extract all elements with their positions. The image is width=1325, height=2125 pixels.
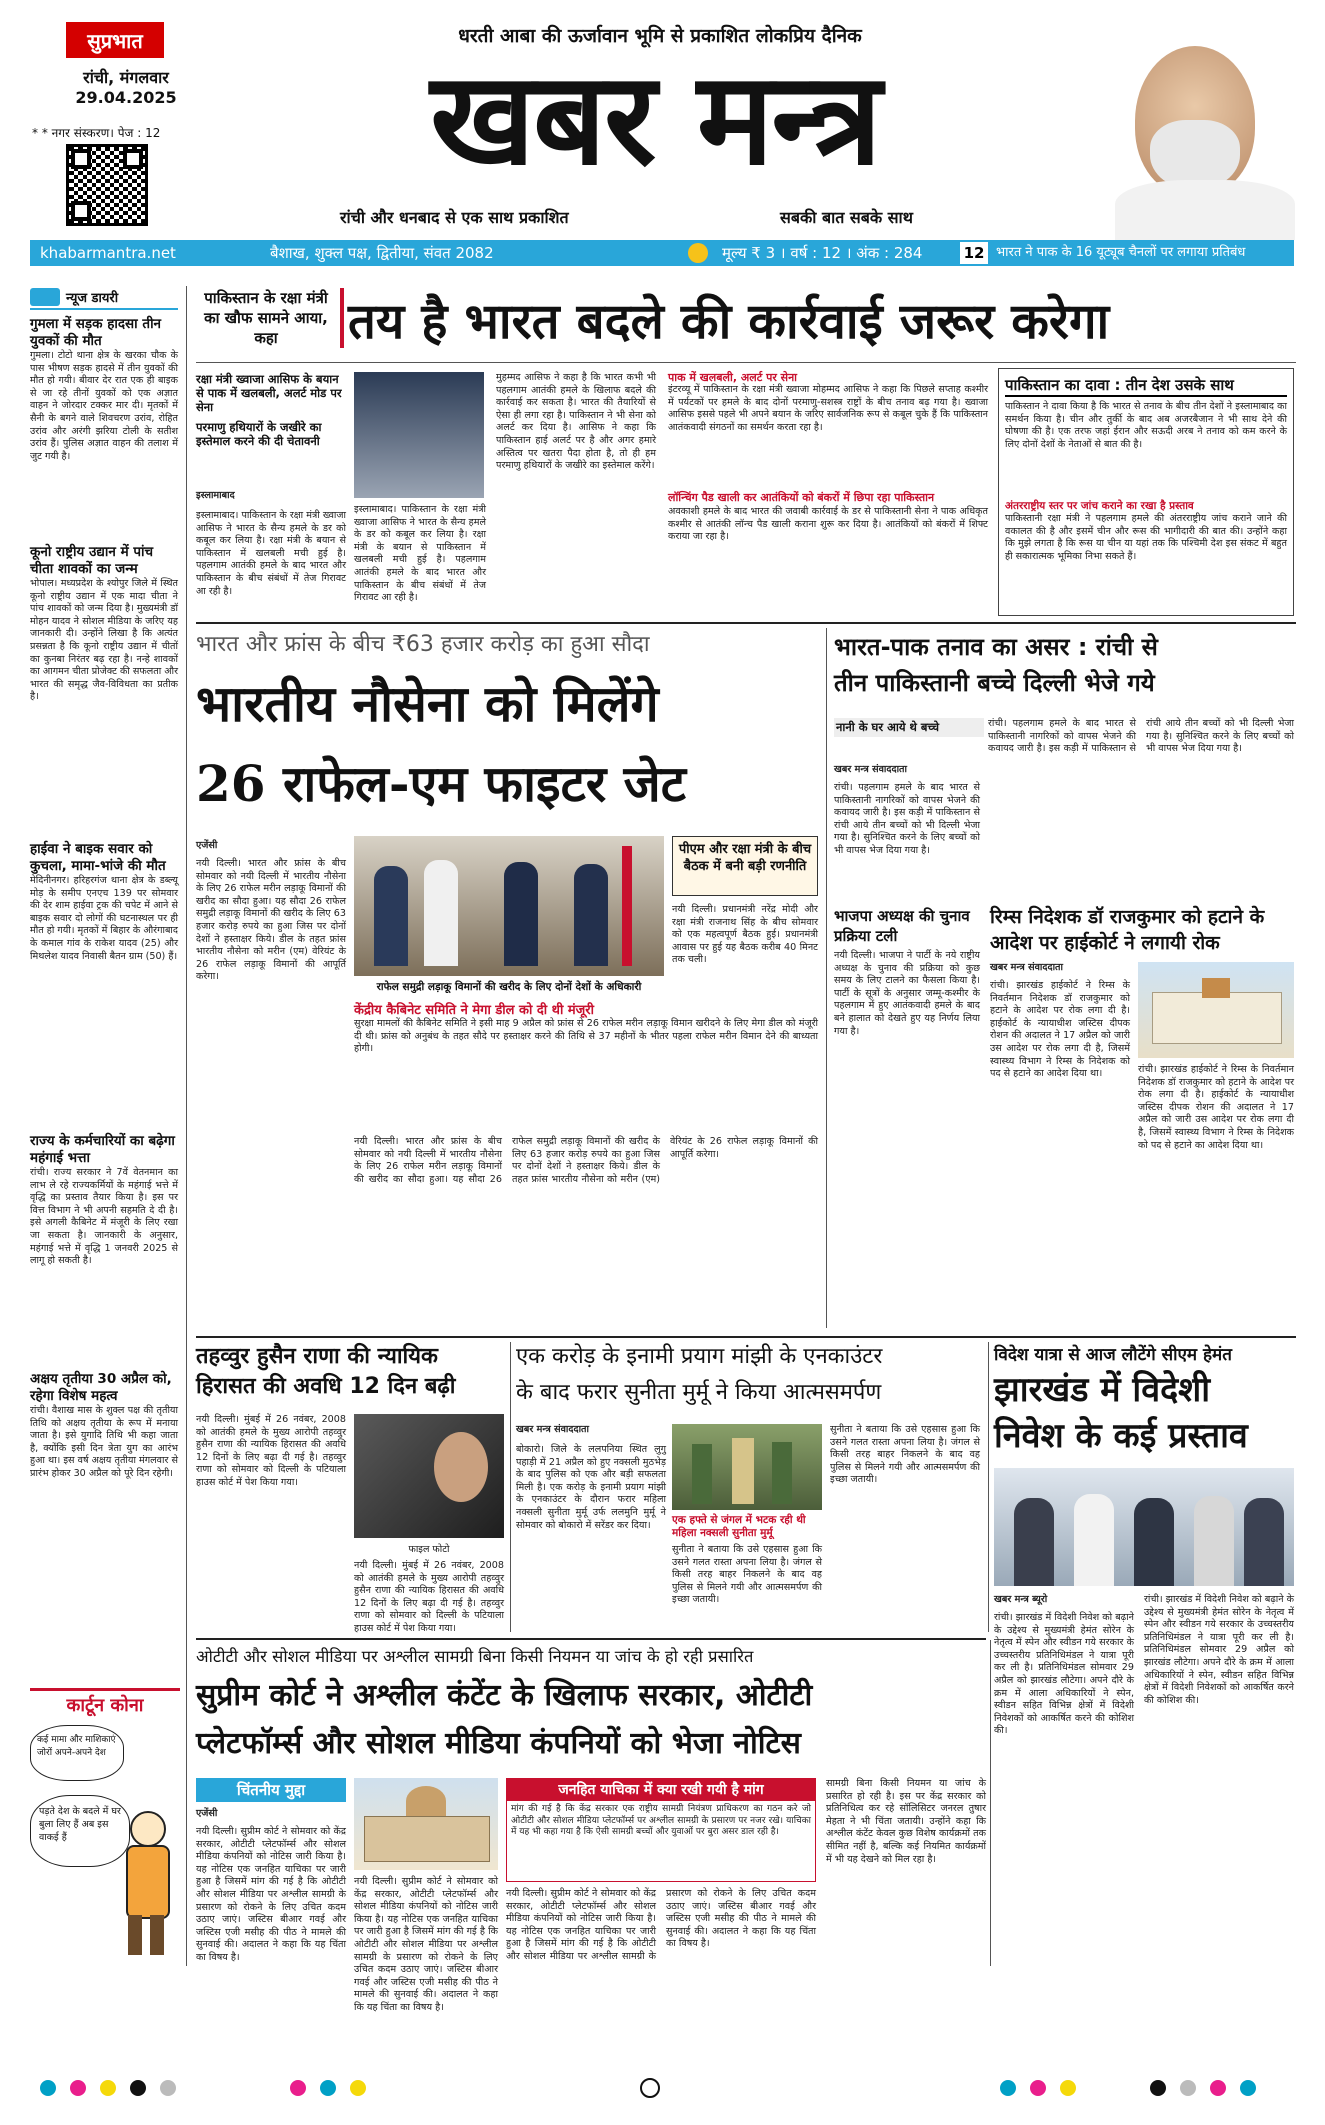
sc-text: नयी दिल्ली। सुप्रीम कोर्ट ने सोमवार को केंद्र सरकार, ओटीटी प्लेटफॉर्म्स और सोशल मीडिया कंपनियों को नोटिस जारी किया है। यह नोटिस एक जनहित याचिका पर जारी हुआ है जिसमें मांग की गई है कि ओटीटी और सोशल मीडिया पर अश्लील सामग्री के प्रसारण को रोकने के लिए उचित कदम उठाए जाएं। जस्टिस बीआर गवई और जस्टिस एजी मसीह की पीठ ने मामले की सुनवाई की। अदालत ने कहा कि यह चिंता का विषय है।	[196, 1826, 346, 1963]
rafale-photo-caption: राफेल समुद्री लड़ाकू विमानों की खरीद के लिए दोनों देशों के अधिकारी	[376, 981, 642, 993]
lead-subhead-red-2: लॉन्चिंग पैड खाली कर आतंकियों को बंकरों में छिपा रहा पाकिस्तान	[668, 491, 935, 504]
claim-box-title: पाकिस्तान का दावा : तीन देश उसके साथ	[1005, 375, 1287, 397]
jharkhand-headline-2: निवेश के कई प्रस्ताव	[994, 1416, 1248, 1456]
rafale-headline-2: 26 राफेल-एम फाइटर जेट	[196, 754, 686, 813]
rims-building-photo	[1138, 962, 1294, 1058]
diary-headline: राज्य के कर्मचारियों का बढ़ेगा महंगाई भत्ता	[30, 1133, 175, 1166]
sc-text-2: नयी दिल्ली। सुप्रीम कोर्ट ने सोमवार को केंद्र सरकार, ओटीटी प्लेटफॉर्म्स और सोशल मीडिया कंपनियों को नोटिस जारी किया है। यह नोटिस एक जनहित याचिका पर जारी हुआ है जिसमें मांग की गई है कि ओटीटी और सोशल मीडिया पर अश्लील सामग्री के प्रसारण को रोकने के लिए उचित कदम उठाए जाएं। जस्टिस बीआर गवई और जस्टिस एजी मसीह की पीठ ने मामले की सुनवाई की। अदालत ने कहा कि यह चिंता का विषय है।	[354, 1876, 498, 2013]
tahawwur-headline: तहव्वुर हुसैन राणा की न्यायिक हिरासत की अवधि 12 दिन बढ़ी	[196, 1344, 456, 1399]
diary-logo-icon	[30, 288, 60, 306]
rims-headline: रिम्स निदेशक डॉ राजकुमार को हटाने के आदेश पर हाईकोर्ट ने लगायी रोक	[990, 906, 1265, 954]
supreme-court-photo	[354, 1778, 498, 1870]
diary-text: मेदिनीनगर। हरिहरगंज थाना क्षेत्र के डब्ल्यू मोड़ के समीप एनएच 139 पर सोमवार की देर शाम हाईवा ट्रक की चपेट में आने से बाइक सवार दो लोगों की घटनास्थल पर ही मौत हो गयी। मृतकों में बिहार के औरंगाबाद के कमाल गांव के राकेश यादव (25) और मिथलेश यादव निवासी बैतन ग्राम (50) हैं।	[30, 875, 179, 962]
diary-headline: कूनो राष्ट्रीय उद्यान में पांच चीता शावकों का जन्म	[30, 544, 154, 577]
claim-box-red: अंतरराष्ट्रीय स्तर पर जांच कराने का रखा है प्रस्ताव	[1005, 500, 1194, 512]
sc-label: चिंतनीय मुद्दा	[196, 1778, 346, 1802]
sc-text-4: सामग्री बिना किसी नियमन या जांच के प्रसारित हो रही है। इस पर केंद्र सरकार को प्रतिनिधित्व कर रहे सॉलिसिटर जनरल तुषार मेहता ने भी चिंता जतायी। उन्होंने कहा कि अश्लील कंटेंट केवल कुछ विशेष कार्यक्रमों तक सीमित नहीं है, बल्कि कई नियमित कार्यक्रमों में भी यह देखने को मिल रहा है।	[826, 1778, 986, 1865]
pil-box-text: मांग की गई है कि केंद्र सरकार एक राष्ट्रीय सामग्री नियंत्रण प्राधिकरण का गठन करे जो ओटीटी और सोशल मीडिया प्लेटफॉर्म्स पर अश्लील सामग्री के प्रसारण पर नजर रखे। याचिका में यह भी कहा गया है कि ऐसी सामग्री बच्चों और युवाओं पर बुरा असर डाल रही है।	[511, 1804, 811, 1837]
masthead-subline-right: सबकी बात सबके साथ	[780, 208, 913, 227]
diary-item	[30, 1133, 178, 1363]
sc-headline-1: सुप्रीम कोर्ट ने अश्लील कंटेंट के खिलाफ सरकार, ओटीटी	[196, 1678, 813, 1713]
page-number: 12	[960, 242, 988, 264]
pm-meeting-text: नयी दिल्ली। प्रधानमंत्री नरेंद्र मोदी और रक्षा मंत्री राजनाथ सिंह के बीच सोमवार को एक महत्वपूर्ण बैठक हुई। प्रधानमंत्री आवास पर हुई यह बैठक करीब 40 मिनट तक चली।	[672, 904, 818, 966]
sc-headline-2: प्लेटफॉर्म्स और सोशल मीडिया कंपनियों को भेजा नोटिस	[196, 1726, 801, 1761]
cabinet-text: सुरक्षा मामलों की कैबिनेट समिति ने इसी माह 9 अप्रैल को फ्रांस से 26 राफेल मरीन लड़ाकू विमान खरीदने के लिए मेगा डील को मंजूरी दी थी। फ्रांस को अनुबंध के तहत सौदे पर हस्ताक्षर करने की तिथि से 37 महीनों के भीतर पहला राफेल मरीन विमान देने की बाध्यता होगी।	[354, 1018, 818, 1055]
jharkhand-photo	[994, 1468, 1294, 1586]
munda-box: एक हफ्ते से जंगल में भटक रही थी महिला नक्सली सुनीता मुर्मू	[672, 1514, 806, 1539]
pm-portrait	[1095, 20, 1325, 220]
registration-marks	[0, 2070, 1324, 2110]
lead-dateline: इस्लामाबाद	[196, 490, 235, 501]
diary-text: भोपाल। मध्यप्रदेश के श्योपुर जिले में स्थित कूनो राष्ट्रीय उद्यान में एक मादा चीता ने पांच शावकों को जन्म दिया है। मुख्यमंत्री डॉ मोहन यादव ने सोशल मीडिया के जरिए यह जानकारी दी। उन्होंने लिखा है कि अत्यंत प्रसन्नता है कि कूनो राष्ट्रीय उद्यान में चीतों का कुनबा निरंतर बढ़ रहा है। नन्हे शावकों का आगमन चीता प्रोजेक्ट की सफलता और भारत की समृद्ध जैव-विविधता का प्रतीक है।	[30, 578, 179, 703]
bjp-headline: भाजपा अध्यक्ष की चुनाव प्रक्रिया टली	[834, 907, 970, 945]
claim-box-text: पाकिस्तान ने दावा किया है कि भारत से तनाव के बीच तीन देशों ने इस्लामाबाद का समर्थन किया है। चीन और तुर्की के बाद अब अजरबैजान ने भी साथ देने की घोषणा की है। एक तरफ जहां ईरान और सऊदी अरब ने तनाव को कम करने के लिए दोनों देशों के नेताओं से बात की है।	[1005, 401, 1287, 450]
pil-box	[506, 1778, 816, 1882]
price-issue: मूल्य ₹ 3 । वर्ष : 12 । अंक : 284	[722, 244, 923, 262]
munda-headline-1: एक करोड़ के इनामी प्रयाग मांझी के एनकाउंटर	[516, 1344, 883, 1369]
diary-text: गुमला। टोटो थाना क्षेत्र के खरका चौक के पास भीषण सड़क हादसे में तीन युवकों की मौत हो गयी। बीवार देर रात एक ही बाइक से जा रहे तीनों युवकों को एक अज्ञात वाहन ने जोरदार टक्कर मार दी। मृतकों में सैनी के बगने वाले शिवचरण उरांव, रोहित उरांव और अरंगी झरिया टोली के सतीश उरांव हैं। पुलिस अज्ञात वाहन की तलाश में जुट गयी है।	[30, 350, 178, 462]
bullet-item: परमाणु हथियारों के जखीरे का इस्तेमाल करने की दी चेतावनी	[196, 420, 322, 448]
diary-headline: अक्षय तृतीया 30 अप्रैल को, रहेगा विशेष महत्व	[30, 1371, 172, 1404]
cartoon-title: कार्टून कोना	[66, 1695, 144, 1716]
munda-text-2: सुनीता ने बताया कि उसे एहसास हुआ कि उसने गलत रास्ता अपना लिया है। जंगल से किसी तरह बाहर निकलने के बाद वह पुलिस से मिलने गयी और आत्मसमर्पण की इच्छा जतायी।	[830, 1424, 980, 1486]
news-diary-label: न्यूज डायरी	[66, 291, 119, 306]
jharkhand-text-2: रांची। झारखंड में विदेशी निवेश को बढ़ाने के उद्देश्य से मुख्यमंत्री हेमंत सोरेन के नेतृत्व में स्पेन और स्वीडन गये सरकार के उच्चस्तरीय प्रतिनिधिमंडल ने यात्रा पूरी कर ली है। प्रतिनिधिमंडल सोमवार 29 अप्रैल को झारखंड लौटेगा। अपने दौरे के क्रम में आला अधिकारियों ने स्पेन, स्वीडन सहित विभिन्न क्षेत्रों में विदेशी निवेशकों को आकर्षित करने की कोशिश की।	[1144, 1594, 1294, 1706]
masthead-tagline: धरती आबा की ऊर्जावान भूमि से प्रकाशित लोकप्रिय दैनिक	[458, 25, 862, 47]
rims-text-2: रांची। झारखंड हाईकोर्ट ने रिम्स के निवर्तमान निदेशक डॉ राजकुमार को हटाने के आदेश पर रोक लगा दी है। हाईकोर्ट के न्यायाधीश जस्टिस दीपक रोशन की अदालत ने 17 अप्रैल को जारी उस आदेश पर रोक लगा दी है, जिसमें स्वास्थ्य विभाग ने रिम्स के निदेशक को पद से हटाने का आदेश दिया था।	[1138, 1064, 1294, 1151]
masthead-subline-left: रांची और धनबाद से एक साथ प्रकाशित	[340, 208, 569, 227]
city-day: रांची, मंगलवार	[83, 68, 169, 87]
masthead	[0, 0, 1324, 240]
lead-text-1b: इस्लामाबाद। पाकिस्तान के रक्षा मंत्री ख्वाजा आसिफ ने भारत के सैन्य हमले के डर को कबूल कर लिया है। रक्षा मंत्री के बयान से पाकिस्तान में खलबली मची हुई है। पहलगाम आतंकी हमले के बाद भारत और पाकिस्तान के बीच संबंधों में तेज गिरावट आ रही है।	[354, 504, 486, 604]
diary-headline: हाईवा ने बाइक सवार को कुचला, मामा-भांजे की मौत	[30, 841, 166, 874]
diary-text: रांची। राज्य सरकार ने 7वें वेतनमान का लाभ ले रहे राज्यकर्मियों के महंगाई भत्ते में वृद्धि का प्रस्ताव तैयार किया है। इस पर वित्त विभाग ने भी अपनी सहमति दे दी है। इसे अगली कैबिनेट में मंजूरी के लिए रखा जा सकता है। जानकारी के अनुसार, महंगाई भत्ते में वृद्धि 1 जनवरी 2025 से लागू हो सकती है।	[30, 1167, 178, 1267]
tahawwur-photo	[354, 1414, 504, 1538]
jharkhand-byline: खबर मन्त्र ब्यूरो	[994, 1594, 1048, 1605]
rafale-photo	[354, 836, 664, 976]
pakistan-claim-box	[998, 368, 1294, 616]
children-byline: खबर मन्त्र संवाददाता	[834, 764, 908, 775]
edition-label: * * नगर संस्करण। पेज : 12	[32, 126, 161, 140]
website-link[interactable]: khabarmantra.net	[40, 244, 176, 262]
issue-date: 29.04.2025	[75, 88, 177, 107]
lead-text-2: मुहम्मद आसिफ ने कहा है कि भारत कभी भी पहलगाम आतंकी हमले के खिलाफ बदले की कार्रवाई कर सकता है। भारत की तैयारियों से ऐसा ही लगा रहा है। पाकिस्तान ने भी सेना को अलर्ट कर दिया है। आसिफ ने कहा कि पाकिस्तान हाई अलर्ट पर है और अगर हमारे अस्तित्व पर खतरा पैदा होता है, तो ही हम परमाणु हथियारों के जखीरे का इस्तेमाल करेंगे।	[496, 372, 656, 472]
lead-kicker: पाकिस्तान के रक्षा मंत्री का खौफ सामने आया, कहा	[196, 288, 344, 348]
lead-text-1: इस्लामाबाद। पाकिस्तान के रक्षा मंत्री ख्वाजा आसिफ ने भारत के सैन्य हमले के डर को कबूल कर लिया है। रक्षा मंत्री के बयान से पाकिस्तान में खलबली मची हुई है। पहलगाम आतंकी हमले के बाद भारत और पाकिस्तान के बीच संबंधों में तेज गिरावट आ रही है।	[196, 510, 346, 597]
bjp-text: नयी दिल्ली। भाजपा ने पार्टी के नये राष्ट्रीय अध्यक्ष के चुनाव की प्रक्रिया को कुछ समय के लिए टालने का फैसला किया है। पार्टी के सूत्रों के अनुसार जम्मू-कश्मीर के पहलगाम में हुए आतंकवादी हमले के बाद बने हालात को देखते हुए यह निर्णय लिया गया है।	[834, 950, 980, 1037]
calendar-text: बैशाख, शुक्ल पक्ष, द्वितीया, संवत 2082	[270, 244, 494, 262]
lead-subhead-red: पाक में खलबली, अलर्ट पर सेना	[668, 371, 798, 384]
rafale-text-continued: नयी दिल्ली। भारत और फ्रांस के बीच सोमवार को नयी दिल्ली में भारतीय नौसेना के लिए 26 राफेल मरीन लड़ाकू विमानों की खरीद का सौदा हुआ। यह सौदा 26 राफेल समुद्री लड़ाकू विमानों की खरीद के लिए 63 हजार करोड़ रुपये का हुआ जिस पर दोनों देशों ने हस्ताक्षर किये। डील के तहत फ्रांस भारतीय नौसेना को मरीन (एम) वेरियंट के 26 राफेल लड़ाकू विमानों की आपूर्ति करेगा।	[354, 1136, 818, 1185]
cartoon-bubble-top: कई मामा और माशिकाएं जोरों अपने-अपने देश	[30, 1725, 124, 1781]
tahawwur-text: नयी दिल्ली। मुंबई में 26 नवंबर, 2008 को आतंकी हमले के मुख्य आरोपी तहव्वुर हुसैन राणा की न्यायिक हिरासत की अवधि 12 दिनों के लिए बढ़ा दी गई है। तहव्वुर राणा को सोमवार को दिल्ली के पटियाला हाउस कोर्ट में पेश किया गया।	[196, 1414, 346, 1488]
jharkhand-headline-1: झारखंड में विदेशी	[994, 1370, 1211, 1410]
km-logo-icon	[688, 243, 708, 263]
children-text: रांची। पहलगाम हमले के बाद भारत से पाकिस्तानी नागरिकों को वापस भेजने की कवायद जारी है। इस कड़ी में पाकिस्तान से रांची आये तीन बच्चों को भी दिल्ली भेजा गया है। सुनिश्चित करने के लिए बच्चों को भी वापस भेज दिया गया है।	[834, 782, 980, 856]
rafale-text: नयी दिल्ली। भारत और फ्रांस के बीच सोमवार को नयी दिल्ली में भारतीय नौसेना के लिए 26 राफेल मरीन लड़ाकू विमानों की खरीद का सौदा हुआ। यह सौदा 26 राफेल समुद्री लड़ाकू विमानों की खरीद के लिए 63 हजार करोड़ रुपये का हुआ जिस पर दोनों देशों ने हस्ताक्षर किये। डील के तहत फ्रांस भारतीय नौसेना को मरीन (एम) वेरियंट के 26 राफेल लड़ाकू विमानों की आपूर्ति करेगा।	[196, 858, 346, 983]
diary-item	[30, 1371, 178, 1585]
bullet-item: रक्षा मंत्री ख्वाजा आसिफ के बयान से पाक में खलबली, अलर्ट मोड पर सेना	[196, 372, 342, 414]
jharkhand-kicker: विदेश यात्रा से आज लौटेंगे सीएम हेमंत	[994, 1345, 1232, 1365]
teaser-text: भारत ने पाक के 16 यूट्यूब चैनलों पर लगाया प्रतिबंध	[996, 245, 1246, 260]
lead-bullets	[196, 372, 346, 448]
diary-item	[30, 841, 178, 1125]
munda-byline: खबर मन्त्र संवाददाता	[516, 1424, 590, 1435]
rafale-kicker: भारत और फ्रांस के बीच ₹63 हजार करोड़ का हुआ सौदा	[196, 632, 650, 657]
diary-text: रांची। वैशाख मास के शुक्ल पक्ष की तृतीया तिथि को अक्षय तृतीया के रूप में मनाया जाता है। इसे युगादि तिथि भी कहा जाता है, क्योंकि इसी दिन त्रेता युग का आरंभ हुआ था। इस वर्ष अक्षय तृतीया मंगलवार से प्रारंभ होकर 30 अप्रैल को पूरे दिन रहेगी।	[30, 1405, 178, 1479]
cabinet-subhead: केंद्रीय कैबिनेट समिति ने मेगा डील को दी थी मंजूरी	[354, 1003, 594, 1018]
children-headline-2: तीन पाकिस्तानी बच्चे दिल्ली भेजे गये	[834, 669, 1155, 697]
asif-photo	[354, 372, 484, 498]
qr-code-icon	[66, 144, 148, 226]
pil-box-title: जनहित याचिका में क्या रखी गयी है मांग	[507, 1779, 815, 1801]
news-diary-header	[30, 286, 178, 310]
lead-text-3: इंटरव्यू में पाकिस्तान के रक्षा मंत्री ख्वाजा मोहम्मद आसिफ ने कहा कि पिछले सप्ताह कश्मीर में पर्यटकों पर हमले के बाद दोनों परमाणु-सशस्त्र राष्ट्रों के बीच तनाव बढ़ गया है। ख्वाजा आसिफ इससे पहले भी अपने बयान के जरिए सार्वजनिक रूप से कबूल चुके हैं कि पाकिस्तान आतंकवादी संगठनों का समर्थन करता रहा है।	[668, 384, 988, 433]
children-sub: नानी के घर आये थे बच्चे	[834, 718, 984, 737]
info-bar	[30, 240, 1294, 266]
sc-kicker: ओटीटी और सोशल मीडिया पर अश्लील सामग्री बिना किसी नियमन या जांच के हो रही प्रसारित	[196, 1647, 754, 1666]
sc-dateline: एजेंसी	[196, 1808, 218, 1819]
diary-item	[30, 544, 178, 833]
rafale-headline-1: भारतीय नौसेना को मिलेंगे	[196, 674, 659, 733]
children-text-cols: रांची। पहलगाम हमले के बाद भारत से पाकिस्तानी नागरिकों को वापस भेजने की कवायद जारी है। इस कड़ी में पाकिस्तान से रांची आये तीन बच्चों को भी दिल्ली भेजा गया है। सुनिश्चित करने के लिए बच्चों को भी वापस भेज दिया गया है।	[988, 718, 1294, 755]
rims-byline: खबर मन्त्र संवाददाता	[990, 962, 1064, 973]
cartoon-corner	[30, 1688, 180, 1971]
sc-text-3: नयी दिल्ली। सुप्रीम कोर्ट ने सोमवार को केंद्र सरकार, ओटीटी प्लेटफॉर्म्स और सोशल मीडिया कंपनियों को नोटिस जारी किया है। यह नोटिस एक जनहित याचिका पर जारी हुआ है जिसमें मांग की गई है कि ओटीटी और सोशल मीडिया पर अश्लील सामग्री के प्रसारण को रोकने के लिए उचित कदम उठाए जाएं। जस्टिस बीआर गवई और जस्टिस एजी मसीह की पीठ ने मामले की सुनवाई की। अदालत ने कहा कि यह चिंता का विषय है।	[506, 1888, 816, 1962]
masthead-title: खबर मन्त्र	[430, 44, 880, 194]
tahawwur-text-2: नयी दिल्ली। मुंबई में 26 नवंबर, 2008 को आतंकी हमले के मुख्य आरोपी तहव्वुर हुसैन राणा की न्यायिक हिरासत की अवधि 12 दिनों के लिए बढ़ा दी गई है। तहव्वुर राणा को सोमवार को दिल्ली के पटियाला हाउस कोर्ट में पेश किया गया।	[354, 1560, 504, 1634]
pm-meeting-box: पीएम और रक्षा मंत्री के बीच बैठक में बनी बड़ी रणनीति	[672, 836, 818, 896]
rims-text: रांची। झारखंड हाईकोर्ट ने रिम्स के निवर्तमान निदेशक डॉ राजकुमार को हटाने के आदेश पर रोक लगा दी है। हाईकोर्ट के न्यायाधीश जस्टिस दीपक रोशन की अदालत ने 17 अप्रैल को जारी उस आदेश पर रोक लगा दी है, जिसमें स्वास्थ्य विभाग ने रिम्स के निदेशक को पद से हटाने का आदेश दिया था।	[990, 980, 1130, 1080]
claim-box-text-2: पाकिस्तानी रक्षा मंत्री ने पहलगाम हमले की अंतरराष्ट्रीय जांच कराने जाने की वकालत की है और इसमें चीन और रूस की भागीदारी की बात की। उन्होंने कहा कि मुझे लगता है कि रूस या चीन या यहां तक कि पश्चिमी देश इस संकट में बहुत ही सकारात्मक भूमिका निभा सकते हैं।	[1005, 513, 1287, 562]
diary-item	[30, 316, 178, 536]
munda-box-text: सुनीता ने बताया कि उसे एहसास हुआ कि उसने गलत रास्ता अपना लिया है। जंगल से किसी तरह बाहर निकलने के बाद वह पुलिस से मिलने गयी और आत्मसमर्पण की इच्छा जतायी।	[672, 1544, 822, 1606]
cartoon-bubble-bottom: पड़ते देश के बदले में घर बुला लिए हैं अब इस वाकई हैं	[30, 1795, 130, 1867]
munda-text: बोकारो। जिले के ललपनिया स्थित लुगु पहाड़ी में 21 अप्रैल को हुए नक्सली मुठभेड़ के बाद पुलिस को एक और बड़ी सफलता मिली है। एक करोड़ के इनामी प्रयाग मांझी के एनकाउंटर के दौरान फरार महिला नक्सली सुनीता मुर्मू उर्फ ललमुनि मुर्मू ने सोमवार को बोकारो में सरेंडर कर दिया।	[516, 1444, 666, 1531]
cartoon-figure	[116, 1811, 176, 1961]
lead-headline: तय है भारत बदले की कार्रवाई जरूर करेगा	[348, 292, 1110, 350]
children-headline-1: भारत-पाक तनाव का असर : रांची से	[834, 633, 1158, 661]
suprabhat-badge: सुप्रभात	[66, 22, 164, 58]
diary-headline: गुमला में सड़क हादसा तीन युवकों की मौत	[30, 316, 162, 349]
lead-text-4: अवकाशी हमले के बाद भारत की जवाबी कार्रवाई के डर से पाकिस्तानी सेना ने पाक अधिकृत कश्मीर से आतंकी लॉन्च पैड खाली कराना शुरू कर दिया है। आतंकियों को बंकरों में शिफ्ट कराया जा रहा है।	[668, 506, 988, 543]
munda-photo	[672, 1424, 822, 1510]
munda-headline-2: के बाद फरार सुनीता मुर्मू ने किया आत्मसमर्पण	[516, 1380, 882, 1405]
tahawwur-caption: फाइल फोटो	[408, 1544, 450, 1555]
rafale-dateline: एजेंसी	[196, 840, 218, 851]
jharkhand-text: रांची। झारखंड में विदेशी निवेश को बढ़ाने के उद्देश्य से मुख्यमंत्री हेमंत सोरेन के नेतृत्व में स्पेन और स्वीडन गये सरकार के उच्चस्तरीय प्रतिनिधिमंडल ने यात्रा पूरी कर ली है। प्रतिनिधिमंडल सोमवार 29 अप्रैल को झारखंड लौटेगा। अपने दौरे के क्रम में आला अधिकारियों ने स्पेन, स्वीडन सहित विभिन्न क्षेत्रों में विदेशी निवेशकों को आकर्षित करने की कोशिश की।	[994, 1612, 1134, 1737]
